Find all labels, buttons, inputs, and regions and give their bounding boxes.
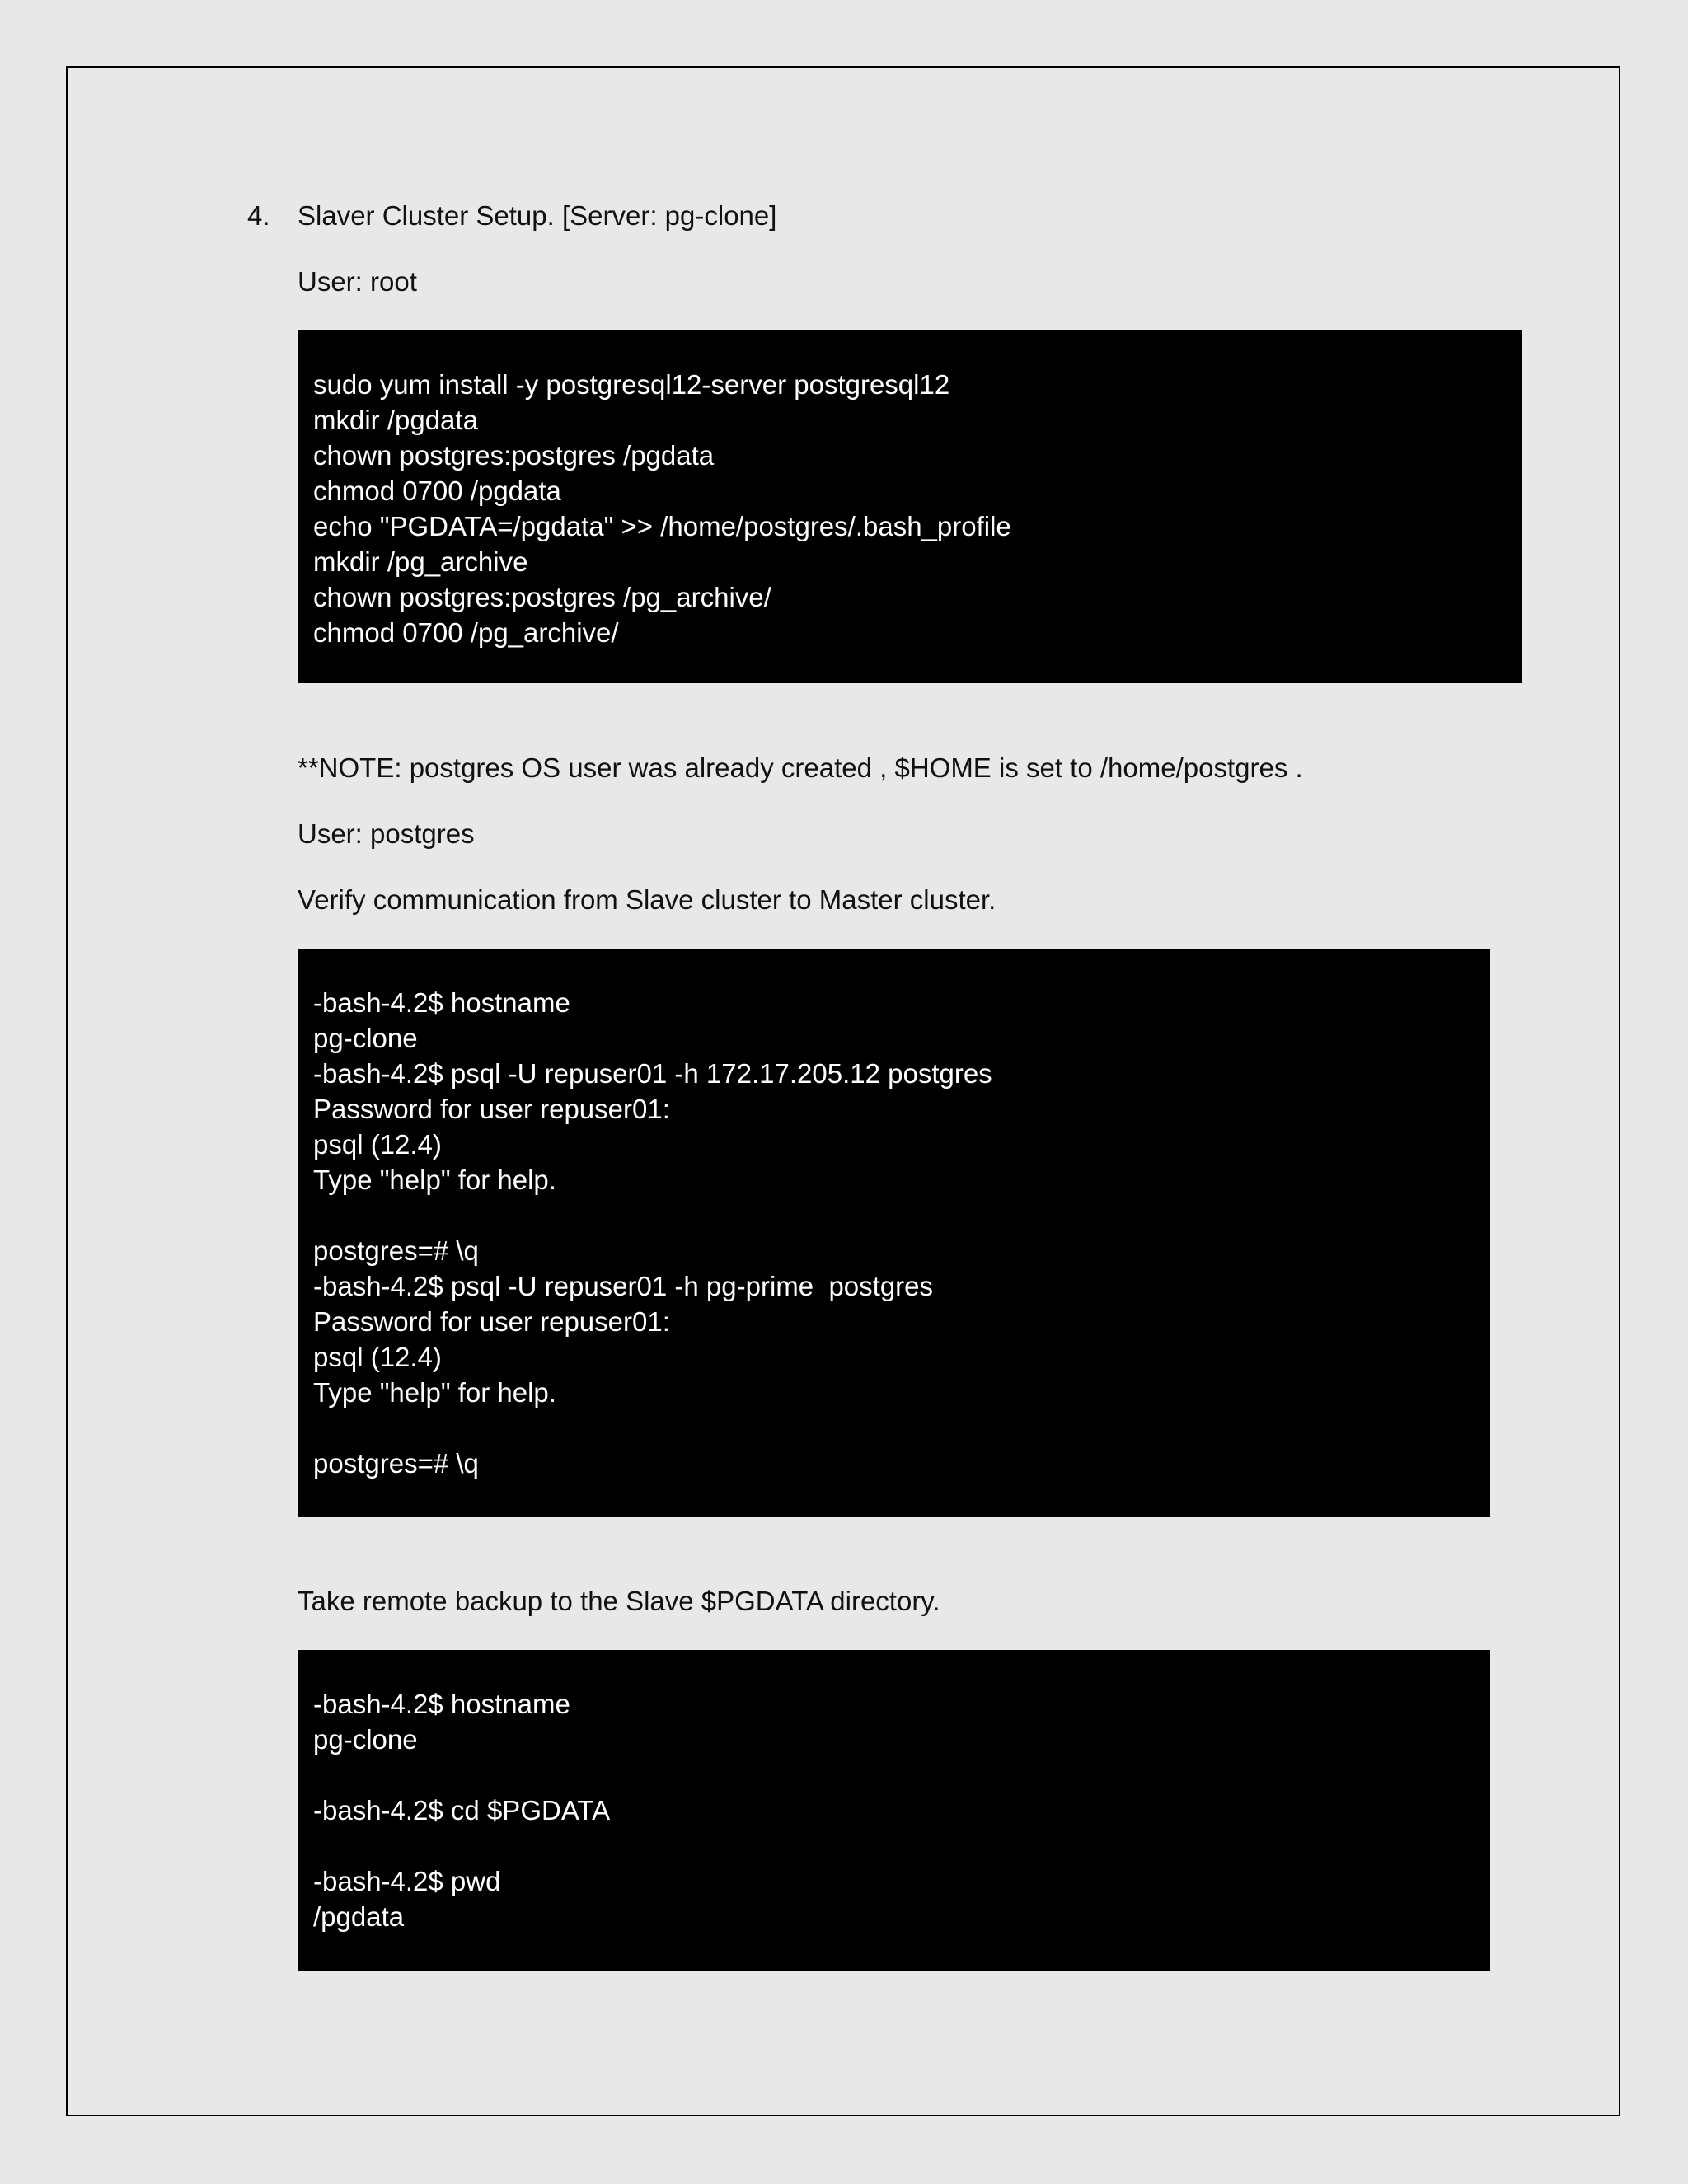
code-line: psql (12.4) [313,1129,442,1160]
code-block-backup [298,1650,1490,1971]
section-title: Slaver Cluster Setup. [Server: pg-clone] [298,200,777,231]
code-line: chown postgres:postgres /pgdata [313,440,715,471]
code-line: pg-clone [313,1023,418,1053]
code-block-verify [298,949,1490,1517]
code-line: Type "help" for help. [313,1377,556,1408]
code-line: -bash-4.2$ pwd [313,1866,501,1896]
code-line: /pgdata [313,1901,405,1932]
code-line: pg-clone [313,1724,418,1755]
code-block-root [298,330,1522,683]
code-line: chmod 0700 /pgdata [313,476,561,506]
backup-text: Take remote backup to the Slave $PGDATA directory. [298,1586,940,1616]
code-line: -bash-4.2$ cd $PGDATA [313,1795,611,1825]
code-line: chmod 0700 /pg_archive/ [313,617,619,648]
verify-text: Verify communication from Slave cluster to Master cluster. [298,884,996,915]
code-line: echo "PGDATA=/pgdata" >> /home/postgres/.bash_profile [313,511,1011,541]
user-postgres-label: User: postgres [298,818,475,849]
code-line: psql (12.4) [313,1342,442,1372]
code-line: Type "help" for help. [313,1165,556,1195]
code-line: postgres=# \q [313,1235,479,1266]
code-line: Password for user repuser01: [313,1094,670,1124]
note-text: **NOTE: postgres OS user was already created , $HOME is set to /home/postgres . [298,752,1303,783]
code-line: mkdir /pg_archive [313,546,528,577]
code-line: -bash-4.2$ hostname [313,1689,570,1719]
code-line: -bash-4.2$ hostname [313,987,570,1018]
user-root-label: User: root [298,266,417,297]
code-line: sudo yum install -y postgresql12-server postgresql12 [313,369,950,400]
code-line: mkdir /pgdata [313,405,478,435]
code-line: Password for user repuser01: [313,1306,670,1337]
code-line: chown postgres:postgres /pg_archive/ [313,582,771,612]
code-line: -bash-4.2$ psql -U repuser01 -h pg-prime postgres [313,1271,934,1301]
code-line: -bash-4.2$ psql -U repuser01 -h 172.17.205.12 postgres [313,1058,992,1089]
section-number: 4. [247,200,270,231]
code-line: postgres=# \q [313,1448,479,1479]
